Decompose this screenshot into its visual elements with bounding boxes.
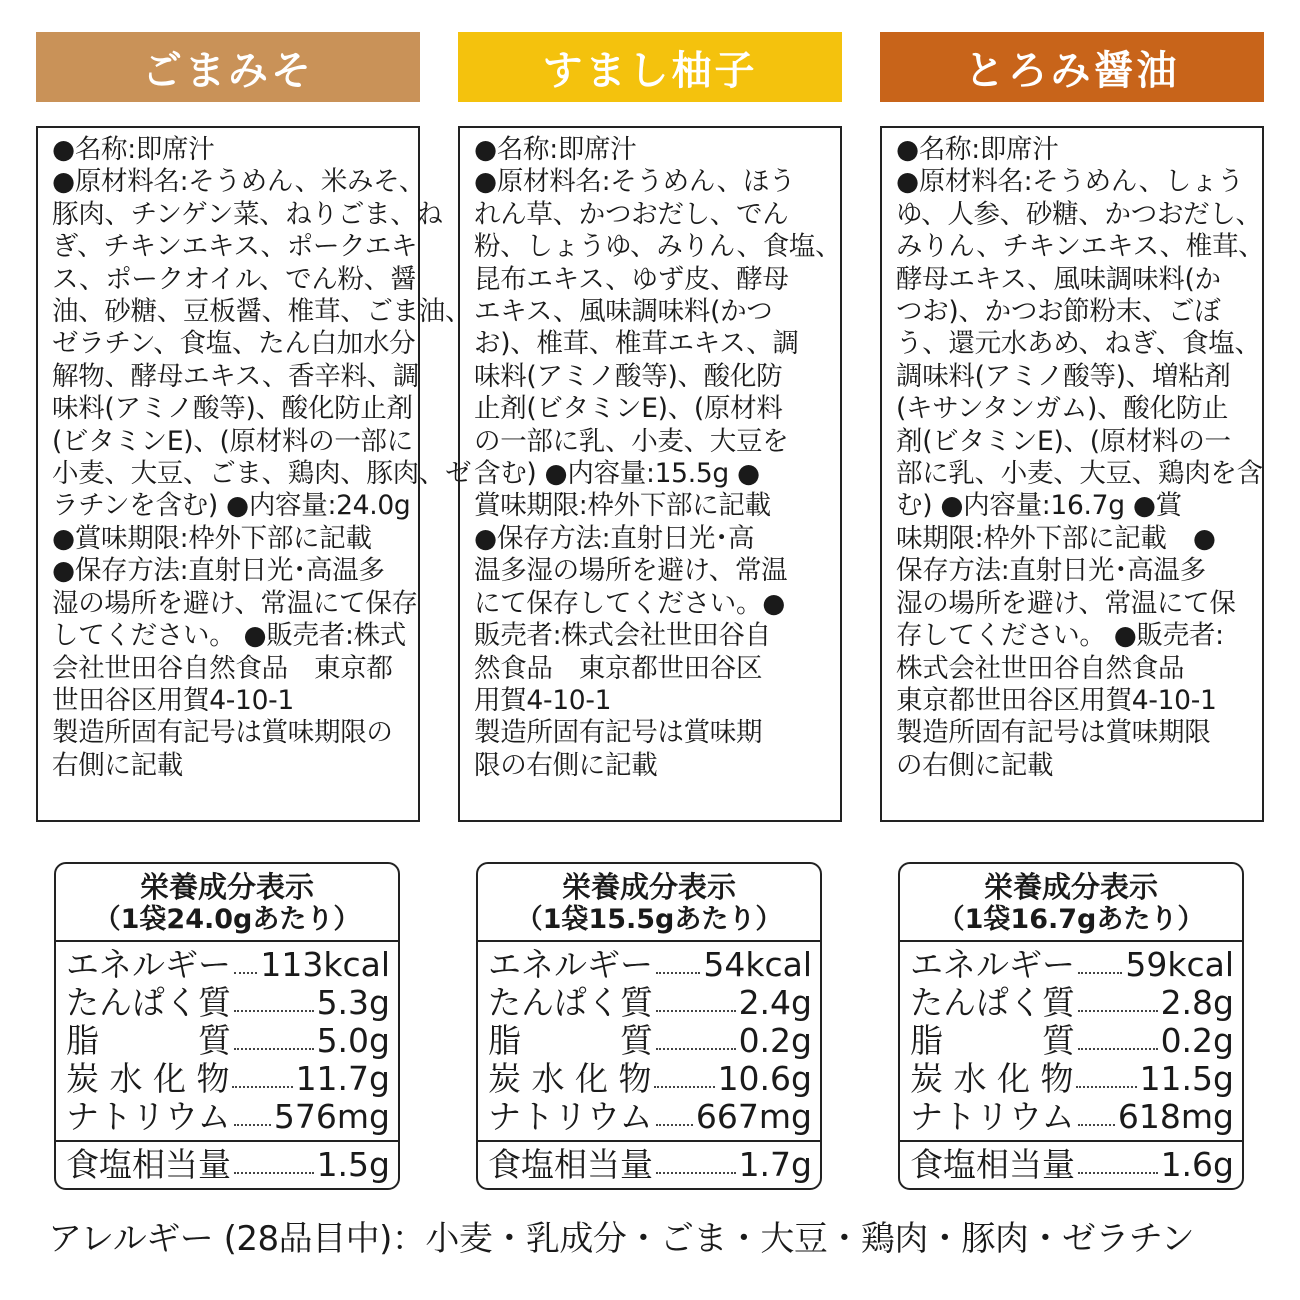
product-column-toromi-shoyu <box>880 32 1265 1184</box>
label-line: してください。 ●販売者:株式 <box>52 620 406 652</box>
nutrient-name: たんぱく質 <box>488 983 653 1022</box>
label-line: つお)、かつお節粉末、ごぼ <box>896 296 1221 328</box>
nutrient-name: 脂 質 <box>66 1021 231 1060</box>
nutrient-value: 11.5g <box>1139 1059 1234 1098</box>
nutrient-name: 脂 質 <box>910 1021 1075 1060</box>
label-line: ●保存方法:直射日光･高 <box>474 522 755 554</box>
nutrient-value: 113kcal <box>260 945 390 984</box>
nutrition-serving: （1袋15.5gあたり） <box>515 904 783 935</box>
dotted-leader <box>234 1048 314 1050</box>
label-line: 油、砂糖、豆板醤、椎茸、ごま油、 <box>52 296 472 328</box>
nutrient-row <box>488 984 812 1022</box>
label-line: 製造所固有記号は賞味期限 <box>896 717 1211 749</box>
label-line: れん草、かつおだし、でん <box>474 198 789 230</box>
label-line: 右側に記載 <box>52 749 183 781</box>
nutrition-rows <box>900 942 1242 1142</box>
nutrient-row <box>66 1060 390 1098</box>
label-line: ●名称:即席汁 <box>896 134 1059 165</box>
nutrition-header <box>56 864 398 942</box>
label-line: ゼラチン、食塩、たん白加水分 <box>52 328 416 360</box>
label-line: ●名称:即席汁 <box>52 134 215 165</box>
nutrient-value: 59kcal <box>1125 945 1234 984</box>
nutrient-row <box>66 1098 390 1136</box>
label-line: 止剤(ビタミンE)、(原材料 <box>474 393 783 425</box>
nutrient-row <box>488 1098 812 1136</box>
label-line: エキス、風味調味料(かつ <box>474 296 773 328</box>
label-line: (ビタミンE)、(原材料の一部に <box>52 425 413 457</box>
nutrient-name: エネルギー <box>66 945 231 984</box>
product-header: ごまみそ <box>36 32 420 102</box>
label-line: ●賞味期限:枠外下部に記載 <box>52 522 372 554</box>
label-line: ●原材料名:そうめん、米みそ、 <box>52 166 426 198</box>
nutrition-rows <box>56 942 398 1142</box>
allergy-info: アレルギー (28品目中)：小麦・乳成分・ごま・大豆・鶏肉・豚肉・ゼラチン <box>48 1219 1195 1259</box>
ingredient-label <box>458 126 842 822</box>
label-line: 小麦、大豆、ごま、鶏肉、豚肉、ゼ <box>52 458 472 490</box>
dotted-leader <box>656 972 700 974</box>
label-line: ラチンを含む) ●内容量:24.0g <box>52 490 411 522</box>
label-line: ス、ポークオイル、でん粉、醤 <box>52 263 417 295</box>
label-line: の一部に乳、小麦、大豆を <box>474 425 789 457</box>
salt-equivalent-row <box>910 1146 1234 1184</box>
salt-equivalent-row <box>488 1146 812 1184</box>
label-line: 剤(ビタミンE)、(原材料の一 <box>896 425 1231 457</box>
label-line: 湿の場所を避け、常温にて保 <box>896 587 1236 619</box>
label-line: (キサンタンガム)、酸化防止 <box>896 393 1229 425</box>
dotted-leader <box>1078 1010 1158 1012</box>
product-column-sumashi-yuzu <box>458 32 842 1184</box>
label-line: 東京都世田谷区用賀4-10-1 <box>896 684 1217 716</box>
nutrient-row <box>910 984 1234 1022</box>
nutrient-name: 食塩相当量 <box>910 1145 1075 1184</box>
label-line: 解物、酵母エキス、香辛料、調 <box>52 360 420 392</box>
nutrient-name: 脂 質 <box>488 1021 653 1060</box>
nutrient-name: たんぱく質 <box>910 983 1075 1022</box>
label-line: 存してください。 ●販売者: <box>896 620 1224 652</box>
label-line: 製造所固有記号は賞味期限の <box>52 717 393 749</box>
label-line: 賞味期限:枠外下部に記載 <box>474 490 771 522</box>
label-line: ●保存方法:直射日光･高温多 <box>52 555 385 587</box>
nutrient-row <box>910 946 1234 984</box>
ingredient-label <box>880 126 1264 822</box>
label-line: 味期限:枠外下部に記載 ● <box>896 522 1216 554</box>
label-line: ぎ、チキンエキス、ポークエキ <box>52 231 418 263</box>
dotted-leader <box>234 1124 271 1126</box>
dotted-leader <box>654 1086 714 1088</box>
nutrition-rows <box>478 942 820 1142</box>
label-line: 温多湿の場所を避け、常温 <box>474 555 788 587</box>
label-line: 株式会社世田谷自然食品 <box>896 652 1185 684</box>
label-line: 世田谷区用賀4-10-1 <box>52 684 294 716</box>
label-line: 酵母エキス、風味調味料(か <box>896 263 1221 295</box>
dotted-leader <box>232 1086 292 1088</box>
dotted-leader <box>234 1010 314 1012</box>
product-column-gomamiso <box>36 32 472 1184</box>
nutrient-value: 1.6g <box>1160 1145 1234 1184</box>
nutrition-title: 栄養成分表示 <box>139 870 314 904</box>
dotted-leader <box>1078 972 1122 974</box>
nutrient-value: 10.6g <box>717 1059 812 1098</box>
nutrient-row <box>488 1022 812 1060</box>
nutrient-name: ナトリウム <box>910 1097 1075 1136</box>
dotted-leader <box>1078 1124 1115 1126</box>
label-line: 販売者:株式会社世田谷自 <box>474 620 771 652</box>
nutrient-value: 0.2g <box>1160 1021 1234 1060</box>
nutrient-name: 炭 水 化 物 <box>66 1059 230 1098</box>
product-header: すまし柚子 <box>458 32 842 102</box>
dotted-leader <box>1076 1086 1136 1088</box>
nutrient-name: エネルギー <box>488 945 653 984</box>
nutrient-name: ナトリウム <box>66 1097 231 1136</box>
nutrient-row <box>488 1060 812 1098</box>
nutrient-value: 2.8g <box>1160 983 1234 1022</box>
label-line: 然食品 東京都世田谷区 <box>474 652 763 684</box>
nutrient-name: 炭 水 化 物 <box>910 1059 1074 1098</box>
nutrition-title: 栄養成分表示 <box>983 870 1158 904</box>
nutrient-value: 618mg <box>1117 1097 1234 1136</box>
nutrient-value: 1.5g <box>316 1145 390 1184</box>
label-line: 会社世田谷自然食品 東京都 <box>52 652 393 684</box>
label-line: 製造所固有記号は賞味期 <box>474 717 763 749</box>
dotted-leader <box>656 1172 736 1174</box>
nutrient-value: 1.7g <box>738 1145 812 1184</box>
dotted-leader <box>656 1124 693 1126</box>
nutrient-value: 11.7g <box>295 1059 390 1098</box>
dotted-leader <box>1078 1048 1158 1050</box>
label-line: にて保存してください。● <box>474 587 786 619</box>
nutrient-row <box>910 1098 1234 1136</box>
nutrient-name: 食塩相当量 <box>488 1145 653 1184</box>
nutrition-title: 栄養成分表示 <box>561 870 736 904</box>
dotted-leader <box>656 1010 736 1012</box>
nutrient-value: 2.4g <box>738 983 812 1022</box>
salt-equivalent-row <box>66 1146 390 1184</box>
label-line: の右側に記載 <box>896 749 1054 781</box>
label-line: ●原材料名:そうめん、ほう <box>474 166 796 198</box>
label-line: 味料(アミノ酸等)、酸化防止剤 <box>52 393 413 425</box>
ingredient-label <box>36 126 472 822</box>
label-line: ●原材料名:そうめん、しょう <box>896 166 1244 198</box>
nutrient-row <box>488 946 812 984</box>
nutrient-value: 5.0g <box>316 1021 390 1060</box>
nutrient-value: 5.3g <box>316 983 390 1022</box>
nutrient-row <box>910 1022 1234 1060</box>
nutrient-value: 0.2g <box>738 1021 812 1060</box>
nutrition-header <box>478 864 820 942</box>
dotted-leader <box>234 972 257 974</box>
label-line: お)、椎茸、椎茸エキス、調 <box>474 328 799 360</box>
nutrient-row <box>66 946 390 984</box>
label-line: 味料(アミノ酸等)、酸化防 <box>474 360 783 392</box>
label-line: 調味料(アミノ酸等)、増粘剤 <box>896 360 1231 392</box>
label-line: ゆ、人参、砂糖、かつおだし、 <box>896 198 1262 230</box>
nutrient-row <box>66 1022 390 1060</box>
label-line: う、還元水あめ、ねぎ、食塩、 <box>896 328 1261 360</box>
nutrient-row <box>910 1060 1234 1098</box>
nutrient-name: たんぱく質 <box>66 983 231 1022</box>
dotted-leader <box>1078 1172 1158 1174</box>
label-line: 部に乳、小麦、大豆、鶏肉を含 <box>896 458 1263 490</box>
dotted-leader <box>234 1172 314 1174</box>
nutrient-name: エネルギー <box>910 945 1075 984</box>
nutrition-table <box>898 862 1244 1190</box>
nutrition-serving: （1袋24.0gあたり） <box>93 904 361 935</box>
label-line: 保存方法:直射日光･高温多 <box>896 555 1206 587</box>
label-line: みりん、チキンエキス、椎茸、 <box>896 231 1265 263</box>
nutrient-value: 667mg <box>695 1097 812 1136</box>
nutrient-name: 炭 水 化 物 <box>488 1059 652 1098</box>
dotted-leader <box>656 1048 736 1050</box>
nutrition-header <box>900 864 1242 942</box>
label-line: 用賀4-10-1 <box>474 684 612 716</box>
label-line: 含む) ●内容量:15.5g ● <box>474 458 760 490</box>
nutrient-name: 食塩相当量 <box>66 1145 231 1184</box>
nutrient-value: 576mg <box>273 1097 390 1136</box>
nutrition-table <box>476 862 822 1190</box>
nutrient-name: ナトリウム <box>488 1097 653 1136</box>
label-line: 湿の場所を避け、常温にて保存 <box>52 587 418 619</box>
nutrient-value: 54kcal <box>703 945 812 984</box>
label-line: 昆布エキス、ゆず皮、酵母 <box>474 263 789 295</box>
nutrient-row <box>66 984 390 1022</box>
label-line: 限の右側に記載 <box>474 749 658 781</box>
label-line: む) ●内容量:16.7g ●賞 <box>896 490 1182 522</box>
label-line: ●名称:即席汁 <box>474 134 637 165</box>
product-header: とろみ醤油 <box>880 32 1264 102</box>
nutrition-table <box>54 862 400 1190</box>
label-line: 粉、しょうゆ、みりん、食塩、 <box>474 231 842 263</box>
nutrition-serving: （1袋16.7gあたり） <box>937 904 1205 935</box>
label-line: 豚肉、チンゲン菜、ねりごま、ね <box>52 198 443 230</box>
